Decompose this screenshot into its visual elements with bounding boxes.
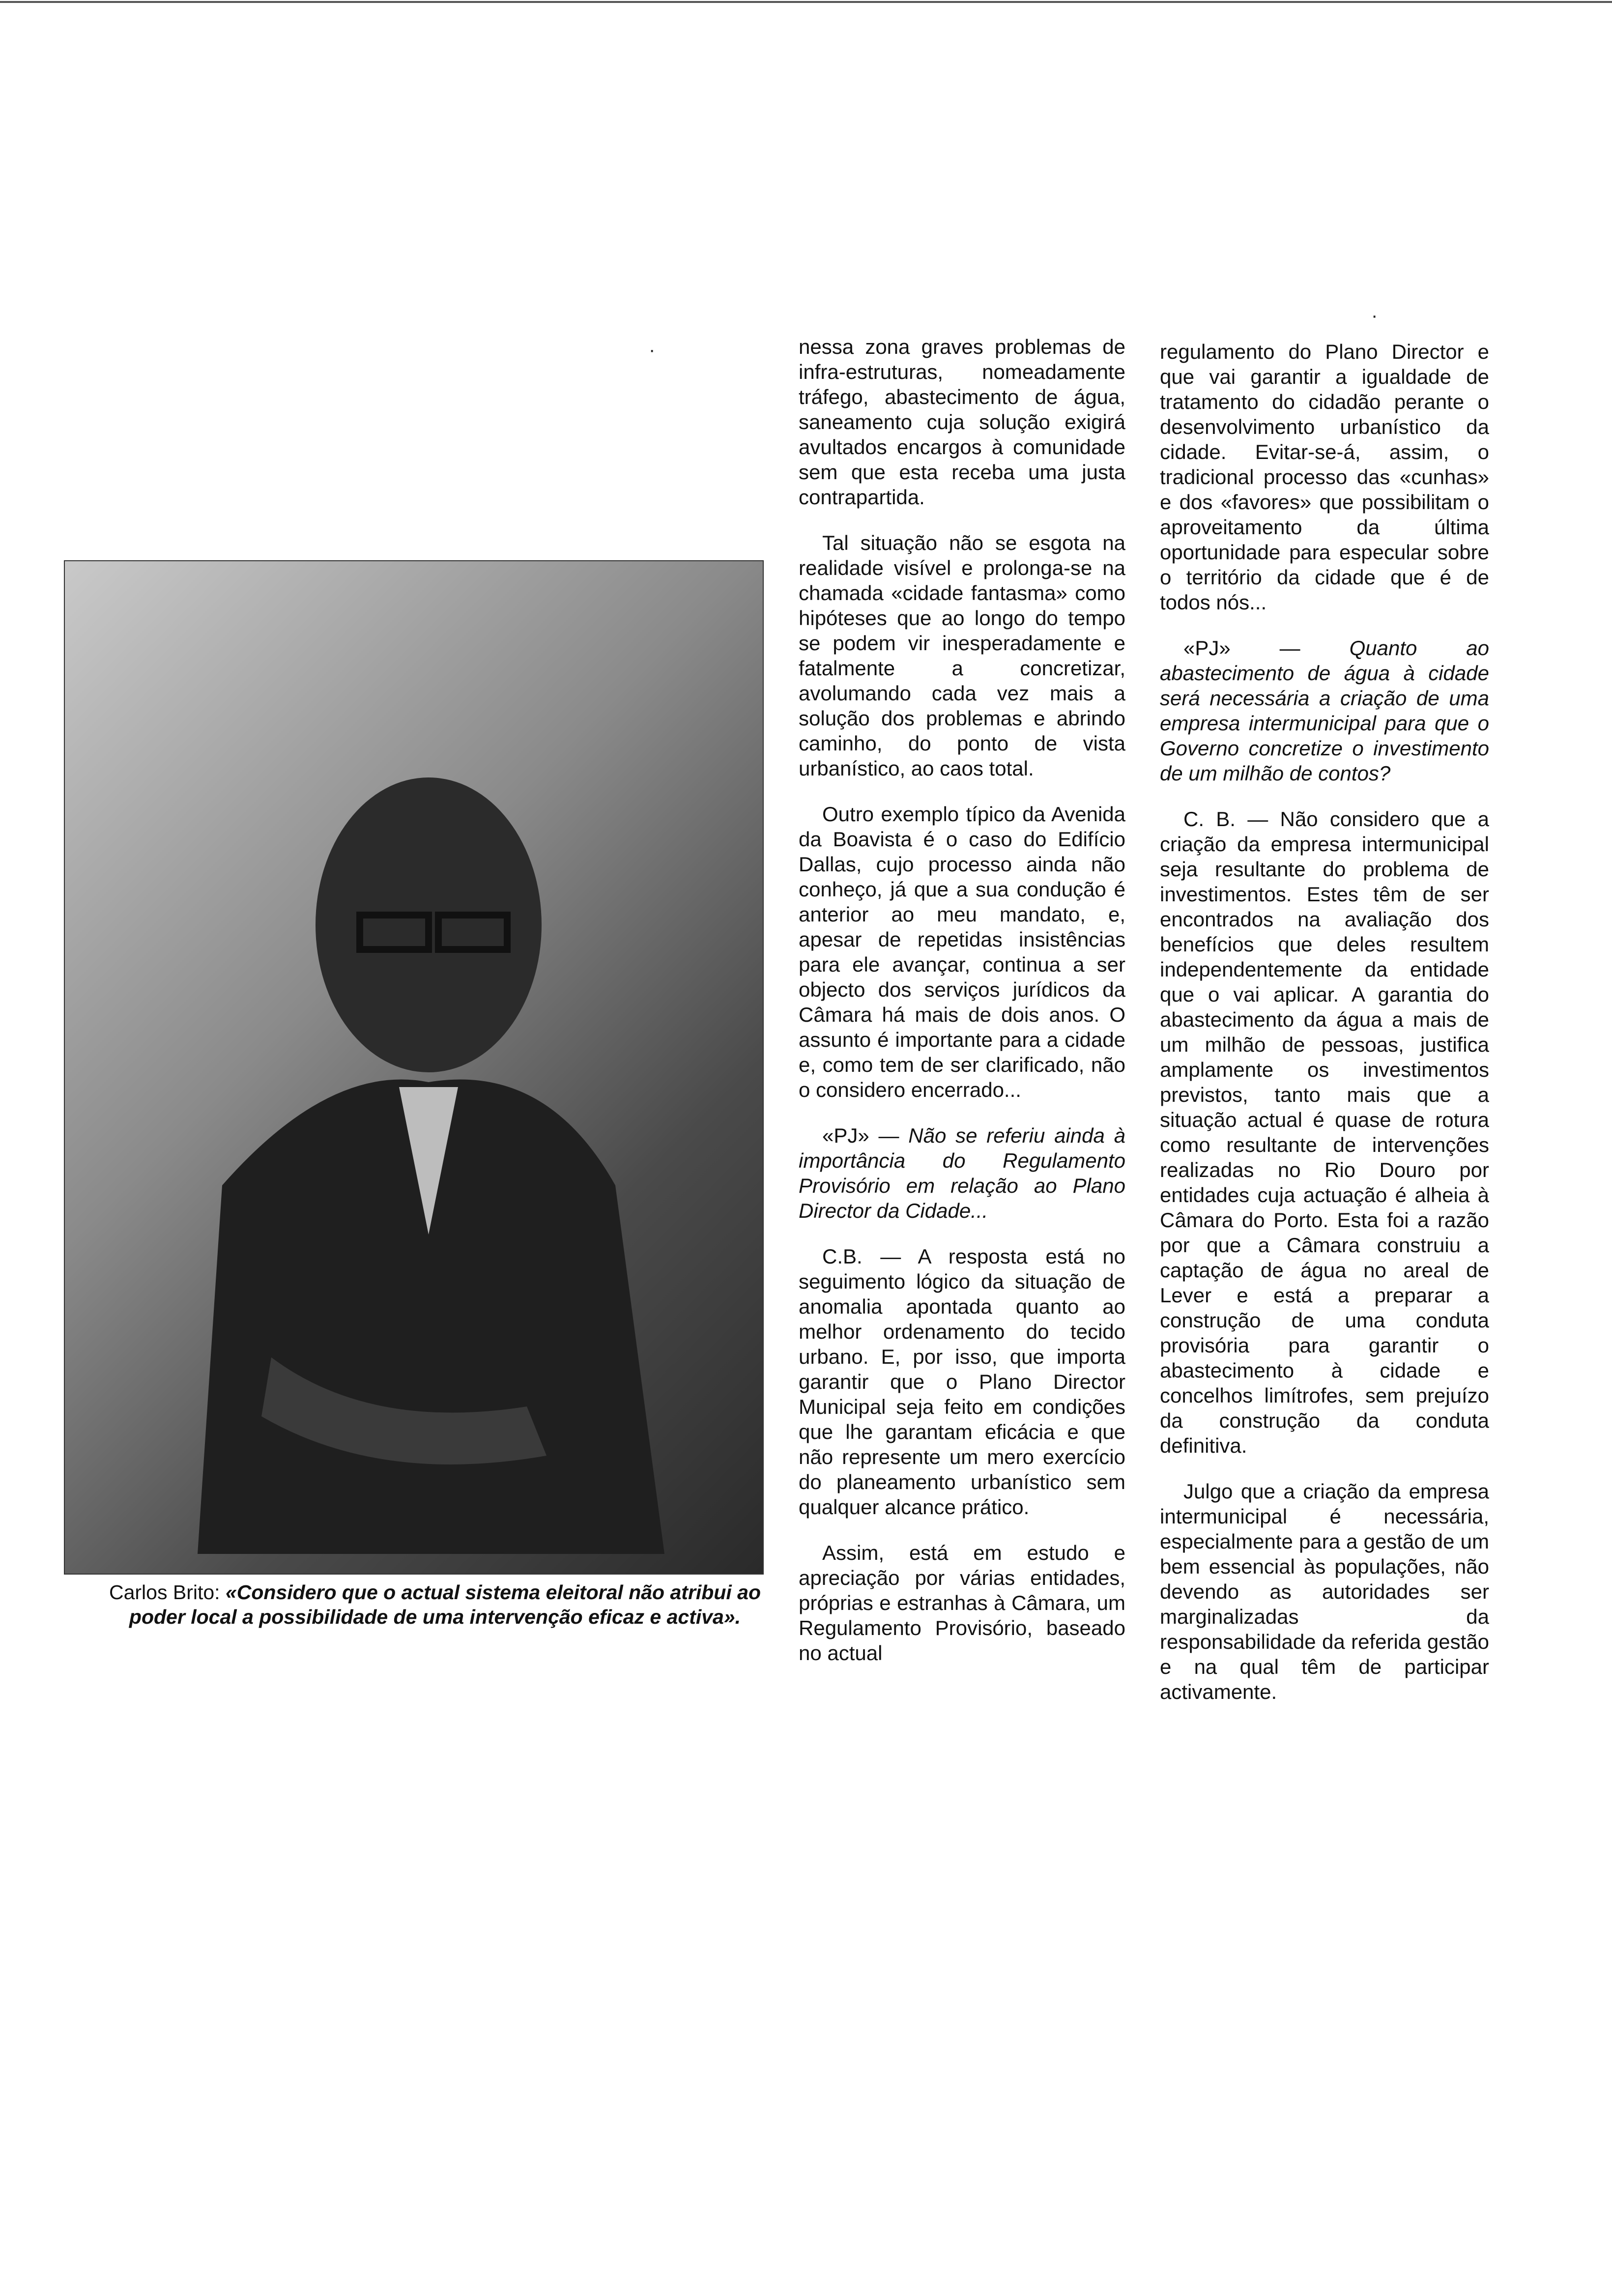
article-column-1: [799, 334, 1125, 1686]
person-silhouette-icon: [124, 620, 664, 1554]
column-1-paragraph-3: Outro exemplo típico da Avenida da Boavista é o caso do Edifício Dallas, cujo processo ainda não conheço, já que a sua condução é anterior ao meu mandato, e, apesar de repetidas insistências para ele avançar, continua a ser objecto dos serviços jurídicos da Câmara há mais de dois anos. O assunto é importante para a cidade e, como tem de ser clarificado, não o considero encerrado...: [799, 803, 1125, 1101]
column-2-paragraph-3: Julgo que a criação da empresa intermunicipal é necessária, especialmente para a gestão de um bem essencial às populações, não devendo as autoridades ser marginalizadas da responsabilidade da referida gestão e na qual têm de participar activamente.: [1160, 1480, 1489, 1703]
photo-carlos-brito: [64, 560, 764, 1575]
column-1-question: [799, 1123, 1125, 1223]
scan-speck: ·: [649, 339, 656, 361]
column-2-question: [1160, 635, 1489, 786]
question-text: Não se referiu ainda à importância do Regulamento Provisório em relação ao Plano Director da Cidade...: [799, 1124, 1125, 1222]
column-1-paragraph-5: Assim, está em estudo e apreciação por várias entidades, próprias e estranhas à Câmara, um Regulamento Provisório, baseado no actual: [799, 1541, 1125, 1665]
caption-quote: «Considero que o actual sistema eleitoral não atribui ao poder local a possibilidade de uma intervenção eficaz e activa».: [129, 1581, 761, 1628]
question-lead: «PJ» —: [822, 1124, 899, 1147]
column-2-paragraph-1: regulamento do Plano Director e que vai garantir a igualdade de tratamento do cidadão perante o desenvolvimento urbanístico da cidade. Evitar-se-á, assim, o tradicional processo das «cunhas» e dos «favores» que possibilitam o aproveitamento da última oportunidade para especular sobre o território da cidade que é de todos nós...: [1160, 340, 1489, 614]
column-1-paragraph-1: nessa zona graves problemas de infra-estruturas, nomeadamente tráfego, abastecimento de água, saneamento cuja solução exigirá avultados encargos à comunidade sem que esta receba uma justa contrapartida.: [799, 335, 1125, 509]
scan-speck: ·: [1371, 305, 1378, 326]
question-lead: «PJ» —: [1183, 636, 1300, 660]
question-text: Quanto ao abastecimento de água à cidade será necessária a criação de uma empresa intermunicipal para que o Governo concretize o investimento de um milhão de contos?: [1160, 636, 1489, 785]
caption-speaker: Carlos Brito:: [109, 1581, 220, 1604]
page-top-rule: [0, 1, 1612, 3]
article-column-2: [1160, 339, 1489, 1725]
photo-caption: [106, 1580, 764, 1629]
column-2-paragraph-2: C. B. — Não considero que a criação da empresa intermunicipal seja resultante do problema de investimentos. Estes têm de ser encontrados na avaliação dos benefícios que deles resultem independentemente da entidade que o vai aplicar. A garantia do abastecimento da água a mais de um milhão de pessoas, justifica amplamente os investimentos previstos, tanto mais que a situação actual é quase de rotura como resultante de intervenções realizadas no Rio Douro por entidades cuja actuação é alheia à Câmara do Porto. Esta foi a razão por que a Câmara construiu a captação de água no areal de Lever e está a preparar a construção de uma conduta provisória para garantir o abastecimento à cidade e concelhos limítrofes, sem prejuízo da construção da conduta definitiva.: [1160, 807, 1489, 1457]
column-1-paragraph-4: C.B. — A resposta está no seguimento lógico da situação de anomalia apontada quanto ao melhor ordenamento do tecido urbano. E, por isso, que importa garantir que o Plano Director Municipal seja feito em condições que lhe garantam eficácia e que não represente um mero exercício do planeamento urbanístico sem qualquer alcance prático.: [799, 1245, 1125, 1519]
column-1-paragraph-2: Tal situação não se esgota na realidade visível e prolonga-se na chamada «cidade fantasma» como hipóteses que ao longo do tempo se podem vir inesperadamente e fatalmente a concretizar, avolumando cada vez mais a solução dos problemas e abrindo caminho, do ponto de vista urbanístico, ao caos total.: [799, 531, 1125, 780]
